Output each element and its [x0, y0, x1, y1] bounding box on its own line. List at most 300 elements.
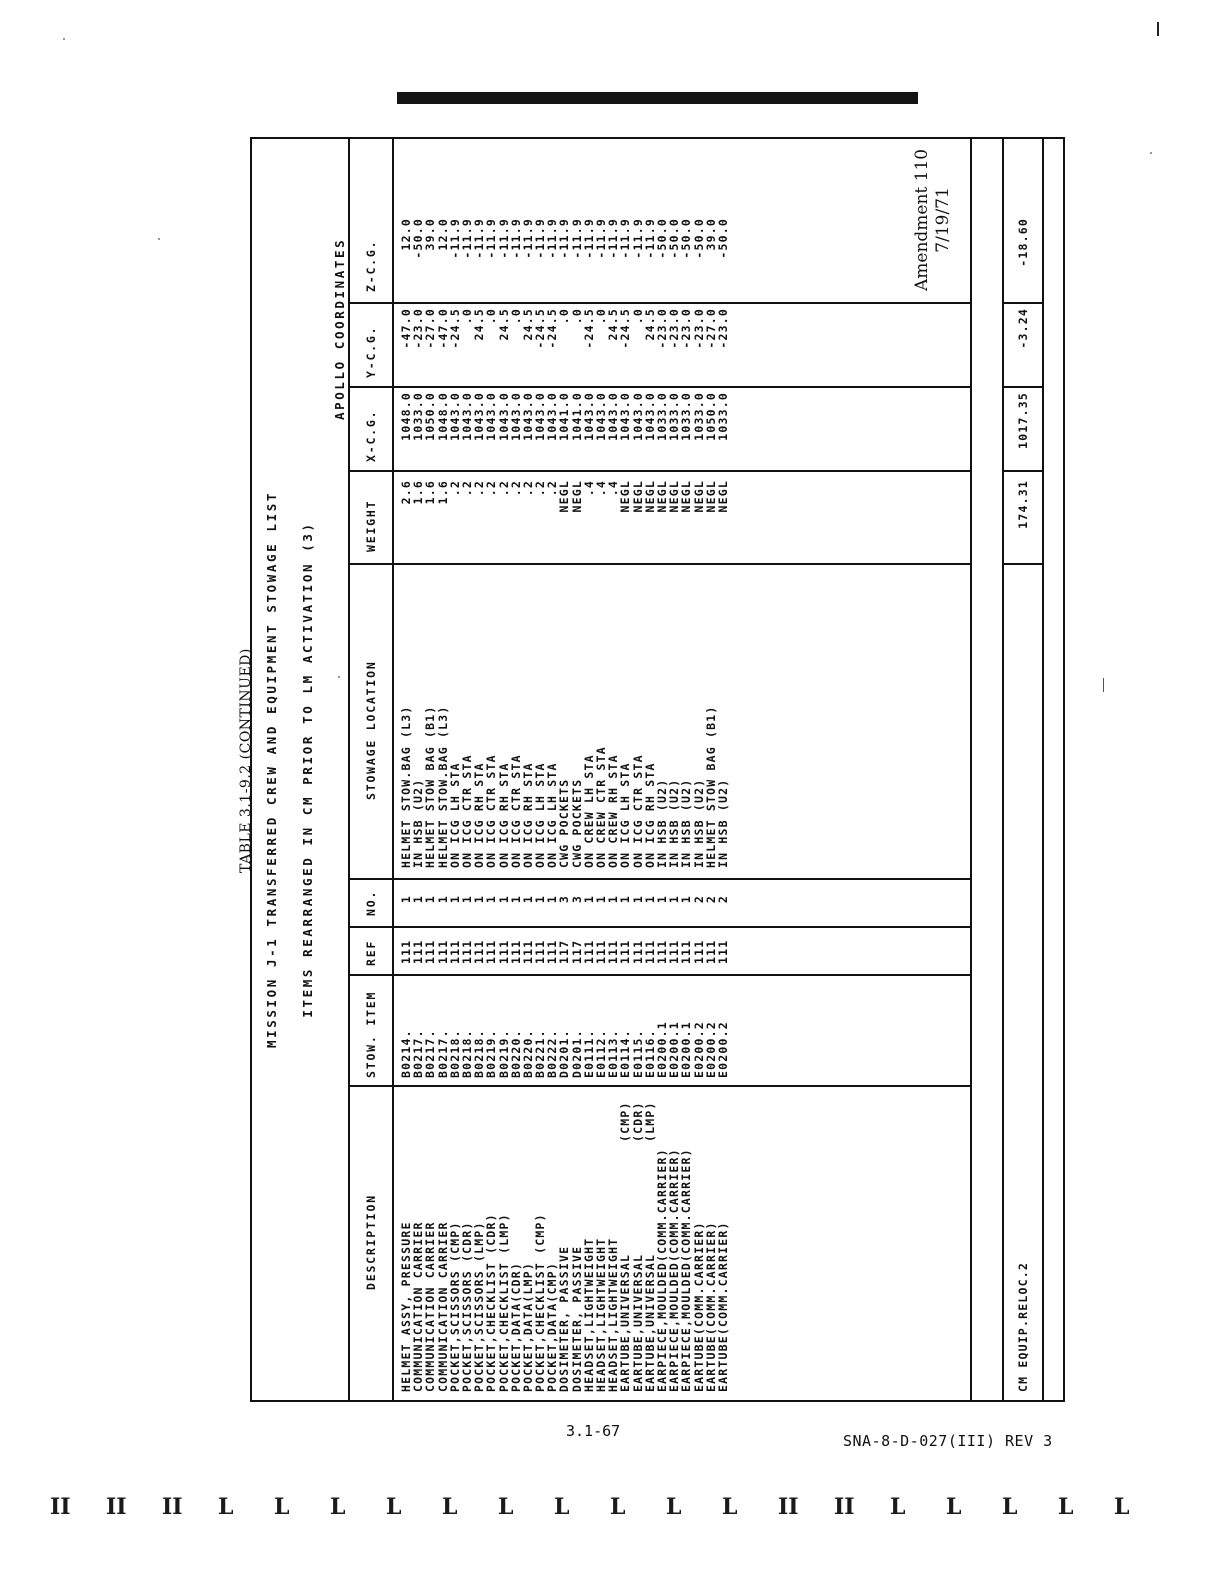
cell-stow-item: E0200.2	[715, 1021, 730, 1078]
cell-weight: NEGL	[569, 480, 584, 513]
cell-description: EARTUBE(COMM.CARRIER)	[703, 1221, 718, 1392]
table-row	[619, 139, 631, 1400]
cell-stow-item: B0217.	[435, 1029, 450, 1078]
film-frame-mark: L	[442, 1494, 458, 1520]
cell-no: 3	[569, 894, 584, 904]
cell-stow-item: B0221.	[533, 1029, 548, 1078]
cell-ref: 111	[399, 939, 413, 964]
table-row	[632, 139, 644, 1400]
cell-location: ON ICG LH STA	[618, 762, 633, 868]
cell-no: 1	[508, 894, 523, 904]
film-frame-mark: L	[330, 1494, 346, 1520]
cell-ref: 111	[630, 939, 645, 964]
document-id: SNA-8-D-027(III) REV 3	[843, 1432, 1053, 1450]
cell-x-cg: 1043.0	[496, 392, 511, 441]
cell-y-cg: 24.5	[606, 308, 621, 341]
cell-description: EARTUBE,UNIVERSAL	[642, 1253, 657, 1392]
cell-ref: 117	[557, 939, 572, 964]
cell-weight: NEGL	[691, 480, 706, 513]
header-x-cg: X-C.G.	[364, 409, 378, 462]
cell-no: 2	[715, 894, 730, 904]
cell-y-cg: 24.5	[496, 308, 511, 341]
film-frame-mark: II	[778, 1494, 799, 1520]
cell-no: 1	[496, 894, 511, 904]
cell-description: HELMET ASSY, PRESSURE	[399, 1221, 413, 1392]
cell-x-cg: 1043.0	[630, 392, 645, 441]
cell-y-cg: -24.5	[545, 308, 560, 349]
cell-description: POCKET,CHECKLIST (CMP)	[533, 1213, 548, 1392]
cell-ref: 111	[496, 939, 511, 964]
cell-no: 1	[520, 894, 535, 904]
cell-z-cg: -11.9	[508, 218, 523, 259]
footer-y-cg: -3.24	[1016, 308, 1030, 349]
cell-stow-item: E0114.	[618, 1029, 633, 1078]
cell-location: IN HSB (U2)	[667, 778, 682, 868]
cell-no: 1	[679, 894, 694, 904]
cell-weight: NEGL	[557, 480, 572, 513]
cell-crew-position: (CMP)	[618, 1101, 633, 1142]
header-description: DESCRIPTION	[364, 1194, 378, 1290]
cell-ref: 111	[472, 939, 487, 964]
cell-y-cg: -24.5	[581, 308, 596, 349]
cell-description: COMMUNICATION CARRIER	[423, 1221, 438, 1392]
cell-no: 1	[399, 894, 413, 904]
scan-speck	[63, 38, 65, 40]
header-y-cg: Y-C.G.	[364, 325, 378, 378]
cell-stow-item: E0200.2	[691, 1021, 706, 1078]
cell-no: 1	[618, 894, 633, 904]
cell-no: 1	[411, 894, 426, 904]
cell-stow-item: E0200.2	[703, 1021, 718, 1078]
table-title: MISSION J-1 TRANSFERRED CREW AND EQUIPMENT STOWAGE LIST	[264, 491, 279, 1048]
cell-description: POCKET,DATA(CMP)	[545, 1262, 560, 1392]
cell-weight: NEGL	[715, 480, 730, 513]
table-subtitle: ITEMS REARRANGED IN CM PRIOR TO LM ACTIVATION (3)	[300, 521, 315, 1018]
cell-y-cg: .0	[630, 308, 645, 325]
cell-x-cg: 1043.0	[459, 392, 474, 441]
cell-stow-item: E0113.	[606, 1029, 621, 1078]
cell-description: EARPIECE,MOULDED(COMM.CARRIER)	[679, 1148, 694, 1392]
cell-weight: NEGL	[630, 480, 645, 513]
cell-x-cg: 1033.0	[411, 392, 426, 441]
cell-weight: 2.6	[399, 480, 413, 505]
cell-z-cg: 39.0	[703, 218, 718, 251]
cell-weight: NEGL	[654, 480, 669, 513]
cell-y-cg: -47.0	[435, 308, 450, 349]
cell-z-cg: -11.9	[606, 218, 621, 259]
microfilm-marks	[50, 1494, 1160, 1520]
cell-x-cg: 1050.0	[703, 392, 718, 441]
cell-no: 1	[654, 894, 669, 904]
cell-y-cg: -23.0	[679, 308, 694, 349]
cell-x-cg: 1043.0	[642, 392, 657, 441]
cell-weight: 1.6	[435, 480, 450, 505]
cell-stow-item: B0217.	[411, 1029, 426, 1078]
cell-location: ON ICG RH STA	[472, 762, 487, 868]
table-row	[437, 139, 449, 1400]
cell-z-cg: -11.9	[569, 218, 584, 259]
header-location: STOWAGE LOCATION	[364, 660, 378, 800]
table-row	[571, 139, 583, 1400]
cell-z-cg: -11.9	[594, 218, 608, 259]
cell-weight: .2	[484, 480, 499, 497]
cell-description: HEADSET,LIGHTWEIGHT	[606, 1237, 621, 1392]
cell-y-cg: .0	[459, 308, 474, 325]
cell-no: 1	[630, 894, 645, 904]
cell-y-cg: 24.5	[642, 308, 657, 341]
cell-location: ON ICG CTR STA	[459, 754, 474, 868]
cell-x-cg: 1033.0	[667, 392, 682, 441]
cell-weight: .2	[447, 480, 462, 497]
cell-location: CWG POCKETS	[569, 778, 584, 868]
cell-weight: .2	[545, 480, 560, 497]
cell-stow-item: D0201.	[557, 1029, 572, 1078]
cell-description: POCKET,SCISSORS (CMP)	[447, 1221, 462, 1392]
cell-z-cg: -11.9	[630, 218, 645, 259]
cell-y-cg: .0	[594, 308, 608, 325]
cell-description: POCKET,DATA(CDR)	[508, 1262, 523, 1392]
cell-z-cg: -11.9	[642, 218, 657, 259]
table-row	[546, 139, 558, 1400]
cell-description: POCKET,DATA(LMP)	[520, 1262, 535, 1392]
cell-stow-item: E0200.1	[654, 1021, 669, 1078]
cell-y-cg: -24.5	[618, 308, 633, 349]
film-frame-mark: II	[50, 1494, 71, 1520]
film-frame-mark: L	[722, 1494, 738, 1520]
header-z-cg: Z-C.G.	[364, 239, 378, 292]
cell-location: ON ICG CTR STA	[508, 754, 523, 868]
cell-location: ON ICG CTR STA	[630, 754, 645, 868]
cell-ref: 111	[667, 939, 682, 964]
cell-stow-item: E0115.	[630, 1029, 645, 1078]
amendment-label: Amendment 110	[912, 148, 932, 291]
cell-y-cg: -23.0	[715, 308, 730, 349]
cell-ref: 111	[703, 939, 718, 964]
cell-stow-item: B0218.	[472, 1029, 487, 1078]
cell-z-cg: -11.9	[557, 218, 572, 259]
cell-y-cg: -47.0	[399, 308, 413, 349]
cell-location: HELMET STOW.BAG (L3)	[399, 705, 413, 868]
table-row	[424, 139, 436, 1400]
cell-no: 1	[435, 894, 450, 904]
film-frame-mark: L	[1114, 1494, 1130, 1520]
cell-no: 1	[581, 894, 596, 904]
cell-y-cg: -27.0	[703, 308, 718, 349]
cell-stow-item: B0220.	[508, 1029, 523, 1078]
film-frame-mark: L	[610, 1494, 626, 1520]
table-row	[498, 139, 510, 1400]
film-frame-mark: II	[162, 1494, 183, 1520]
cell-location: IN HSB (U2)	[691, 778, 706, 868]
cell-y-cg: -24.5	[533, 308, 548, 349]
film-frame-mark: L	[498, 1494, 514, 1520]
cell-crew-position: (LMP)	[642, 1101, 657, 1142]
film-frame-mark: II	[834, 1494, 855, 1520]
header-no: NO.	[364, 889, 378, 916]
cell-ref: 111	[435, 939, 450, 964]
cell-description: POCKET,CHECKLIST (CDR)	[484, 1213, 499, 1392]
cell-z-cg: -50.0	[691, 218, 706, 259]
cell-description: POCKET,SCISSORS (CDR)	[459, 1221, 474, 1392]
cell-weight: .4	[581, 480, 596, 497]
cell-x-cg: 1033.0	[715, 392, 730, 441]
scan-speck	[158, 238, 160, 240]
cell-no: 1	[667, 894, 682, 904]
cell-weight: .2	[520, 480, 535, 497]
cell-location: ON ICG RH STA	[496, 762, 511, 868]
cell-x-cg: 1043.0	[484, 392, 499, 441]
cell-ref: 111	[618, 939, 633, 964]
scan-speck	[1150, 152, 1152, 154]
column-divider	[1004, 302, 1042, 304]
film-frame-mark: L	[1002, 1494, 1018, 1520]
cell-weight: NEGL	[703, 480, 718, 513]
cell-y-cg: -23.0	[667, 308, 682, 349]
cell-location: ON ICG LH STA	[545, 762, 560, 868]
cell-location: ON ICG LH STA	[533, 762, 548, 868]
cell-ref: 111	[606, 939, 621, 964]
column-divider	[1004, 470, 1042, 472]
cell-stow-item: B0219.	[496, 1029, 511, 1078]
cell-weight: .4	[594, 480, 608, 497]
header-ref: REF	[364, 939, 378, 966]
cell-z-cg: 39.0	[423, 218, 438, 251]
cell-ref: 111	[520, 939, 535, 964]
table-row	[693, 139, 705, 1400]
cell-weight: NEGL	[667, 480, 682, 513]
cell-ref: 111	[484, 939, 499, 964]
cell-no: 1	[533, 894, 548, 904]
cell-stow-item: B0222.	[545, 1029, 560, 1078]
cell-no: 1	[545, 894, 560, 904]
cell-crew-position: (CDR)	[630, 1101, 645, 1142]
table-caption-text: TABLE 3.1-9.2 (CONTINUED)	[238, 648, 254, 873]
cell-description: POCKET,CHECKLIST (LMP)	[496, 1213, 511, 1392]
cell-z-cg: -11.9	[447, 218, 462, 259]
header-stow-item: STOW. ITEM	[364, 990, 378, 1078]
cell-no: 1	[423, 894, 438, 904]
cell-location: HELMET STOW.BAG (L3)	[435, 705, 450, 868]
cell-location: ON CREW CTR STA	[594, 746, 608, 868]
cell-x-cg: 1043.0	[520, 392, 535, 441]
cell-no: 1	[642, 894, 657, 904]
stowage-table	[250, 137, 1065, 1402]
cell-x-cg: 1033.0	[654, 392, 669, 441]
table-row	[717, 139, 729, 1400]
cell-x-cg: 1041.0	[569, 392, 584, 441]
film-frame-mark: L	[666, 1494, 682, 1520]
cell-ref: 111	[447, 939, 462, 964]
cell-description: POCKET,SCISSORS (LMP)	[472, 1221, 487, 1392]
cell-description: EARTUBE(COMM.CARRIER)	[715, 1221, 730, 1392]
cell-weight: 1.6	[423, 480, 438, 505]
cell-location: IN HSB (U2)	[411, 778, 426, 868]
cell-description: DOSIMETER, PASSIVE	[569, 1245, 584, 1392]
cell-x-cg: 1050.0	[423, 392, 438, 441]
footer-z-cg: -18.60	[1016, 218, 1030, 267]
cell-z-cg: -11.9	[618, 218, 633, 259]
film-frame-mark: L	[890, 1494, 906, 1520]
cell-no: 2	[703, 894, 718, 904]
footer-weight: 174.31	[1016, 480, 1030, 529]
cell-description: EARPIECE,MOULDED(COMM.CARRIER)	[667, 1148, 682, 1392]
cell-no: 1	[594, 894, 608, 904]
stray-scan-mark	[1103, 678, 1104, 692]
cell-weight: .2	[496, 480, 511, 497]
cell-location: ON ICG RH STA	[642, 762, 657, 868]
cell-y-cg: -23.0	[691, 308, 706, 349]
cell-location: ON CREW LH STA	[581, 754, 596, 868]
cell-weight: NEGL	[618, 480, 633, 513]
amendment-date: 7/19/71	[933, 187, 953, 253]
cell-z-cg: 12.0	[435, 218, 450, 251]
cell-x-cg: 1043.0	[472, 392, 487, 441]
cell-y-cg: -27.0	[423, 308, 438, 349]
cell-description: EARTUBE,UNIVERSAL	[630, 1253, 645, 1392]
table-grid	[348, 139, 972, 1400]
cell-x-cg: 1043.0	[533, 392, 548, 441]
cell-y-cg: -23.0	[411, 308, 426, 349]
cell-ref: 111	[581, 939, 596, 964]
cell-weight: NEGL	[679, 480, 694, 513]
cell-stow-item: E0111.	[581, 1029, 596, 1078]
cell-z-cg: -50.0	[715, 218, 730, 259]
footer-label: CM EQUIP.RELOC.2	[1016, 1262, 1030, 1392]
cell-y-cg: .0	[508, 308, 523, 325]
cell-stow-item: B0217.	[423, 1029, 438, 1078]
cell-description: EARTUBE(COMM.CARRIER)	[691, 1221, 706, 1392]
table-row	[485, 139, 497, 1400]
cell-x-cg: 1043.0	[545, 392, 560, 441]
cell-x-cg: 1048.0	[399, 392, 413, 441]
cell-location: IN HSB (U2)	[715, 778, 730, 868]
cell-no: 3	[557, 894, 572, 904]
apollo-coordinates-header: APOLLO COORDINATES	[332, 237, 347, 420]
cell-stow-item: B0214.	[399, 1029, 413, 1078]
cell-y-cg: 24.5	[520, 308, 535, 341]
cell-ref: 111	[545, 939, 560, 964]
table-footer	[1002, 139, 1044, 1400]
cell-z-cg: -11.9	[520, 218, 535, 259]
cell-location: IN HSB (U2)	[654, 778, 669, 868]
cell-ref: 111	[594, 939, 608, 964]
cell-stow-item: E0200.1	[679, 1021, 694, 1078]
cell-ref: 111	[423, 939, 438, 964]
cell-ref: 111	[679, 939, 694, 964]
cell-x-cg: 1033.0	[679, 392, 694, 441]
cell-stow-item: B0218.	[459, 1029, 474, 1078]
film-frame-mark: L	[274, 1494, 290, 1520]
cell-z-cg: -11.9	[581, 218, 596, 259]
cell-description: EARPIECE,MOULDED(COMM.CARRIER)	[654, 1148, 669, 1392]
cell-z-cg: -50.0	[679, 218, 694, 259]
cell-no: 1	[484, 894, 499, 904]
cell-weight: .4	[606, 480, 621, 497]
header-rule	[392, 139, 394, 1400]
table-row	[680, 139, 692, 1400]
cell-stow-item: B0219.	[484, 1029, 499, 1078]
cell-description: COMMUNICATION CARRIER	[411, 1221, 426, 1392]
cell-x-cg: 1043.0	[606, 392, 621, 441]
cell-ref: 111	[642, 939, 657, 964]
film-frame-mark: L	[1058, 1494, 1074, 1520]
cell-x-cg: 1048.0	[435, 392, 450, 441]
cell-no: 2	[691, 894, 706, 904]
cell-location: ON ICG LH STA	[447, 762, 462, 868]
column-divider	[1004, 386, 1042, 388]
page-number: 3.1-67	[566, 1422, 621, 1440]
cell-x-cg: 1043.0	[594, 392, 608, 441]
cell-weight: .2	[459, 480, 474, 497]
cell-ref: 111	[715, 939, 730, 964]
cell-z-cg: -11.9	[496, 218, 511, 259]
cell-x-cg: 1043.0	[508, 392, 523, 441]
cell-location: ON CREW RH STA	[606, 754, 621, 868]
footer-x-cg: 1017.35	[1016, 392, 1030, 449]
cell-x-cg: 1043.0	[618, 392, 633, 441]
cell-no: 1	[459, 894, 474, 904]
cell-x-cg: 1041.0	[557, 392, 572, 441]
cell-y-cg: -24.5	[447, 308, 462, 349]
cell-y-cg: .0	[484, 308, 499, 325]
cell-ref: 111	[411, 939, 426, 964]
cell-no: 1	[447, 894, 462, 904]
cell-weight: .2	[533, 480, 548, 497]
redaction-bar	[397, 92, 918, 104]
cell-ref: 111	[533, 939, 548, 964]
cell-x-cg: 1043.0	[581, 392, 596, 441]
cell-location: ON ICG CTR STA	[484, 754, 499, 868]
cell-stow-item: B0218.	[447, 1029, 462, 1078]
cell-weight: NEGL	[642, 480, 657, 513]
cell-x-cg: 1043.0	[447, 392, 462, 441]
cell-stow-item: E0116.	[642, 1029, 657, 1078]
cell-stow-item: B0220.	[520, 1029, 535, 1078]
cell-description: DOSIMETER, PASSIVE	[557, 1245, 572, 1392]
cell-z-cg: -50.0	[411, 218, 426, 259]
cell-no: 1	[606, 894, 621, 904]
cell-ref: 117	[569, 939, 584, 964]
cell-z-cg: -11.9	[484, 218, 499, 259]
cell-location: HELMET STOW BAG (B1)	[703, 705, 718, 868]
cell-z-cg: -11.9	[459, 218, 474, 259]
cell-ref: 111	[459, 939, 474, 964]
cell-description: EARTUBE,UNIVERSAL	[618, 1253, 633, 1392]
table-row	[558, 139, 570, 1400]
cell-location: ON ICG RH STA	[520, 762, 535, 868]
film-frame-mark: L	[386, 1494, 402, 1520]
cell-stow-item: E0112.	[594, 1029, 608, 1078]
cell-z-cg: -50.0	[654, 218, 669, 259]
cell-x-cg: 1033.0	[691, 392, 706, 441]
cell-y-cg: .0	[557, 308, 572, 325]
header-weight: WEIGHT	[364, 499, 378, 552]
cell-ref: 111	[508, 939, 523, 964]
cell-z-cg: -11.9	[545, 218, 560, 259]
cell-ref: 111	[654, 939, 669, 964]
cell-ref: 111	[691, 939, 706, 964]
cell-z-cg: -11.9	[472, 218, 487, 259]
cell-z-cg: -50.0	[667, 218, 682, 259]
film-frame-mark: L	[554, 1494, 570, 1520]
film-frame-mark: II	[106, 1494, 127, 1520]
cell-stow-item: E0200.1	[667, 1021, 682, 1078]
cell-description: COMMUNICATION CARRIER	[435, 1221, 450, 1392]
cell-weight: .2	[508, 480, 523, 497]
cell-weight: 1.6	[411, 480, 426, 505]
cell-location: HELMET STOW BAG (B1)	[423, 705, 438, 868]
cell-location: CWG POCKETS	[557, 778, 572, 868]
